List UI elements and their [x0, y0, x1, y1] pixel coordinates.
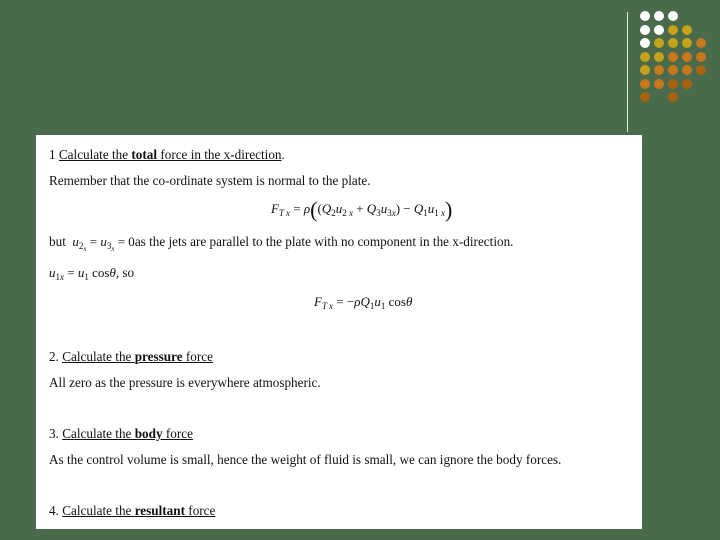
decorative-dot — [654, 25, 664, 35]
decorative-dot — [668, 92, 678, 102]
result-force-equation: $F_{T x} = -\rho Q_1u_1$ cosθ — [314, 294, 413, 311]
decorative-dot — [654, 38, 664, 48]
decorative-dot — [640, 79, 650, 89]
decorative-dot — [640, 11, 650, 21]
decorative-dot — [682, 25, 692, 35]
decorative-dot — [696, 65, 706, 75]
decorative-dot — [640, 38, 650, 48]
remember-text: Remember that the co-ordinate system is normal to the plate. — [49, 173, 371, 188]
u1x-line: $u_{1x} = u_1$ cosθ, so — [49, 265, 135, 282]
step1-title: Calculate the total force in the x-direction — [58, 147, 282, 162]
decorative-dot — [640, 25, 650, 35]
decorative-dot — [654, 79, 664, 89]
decorative-dot — [654, 65, 664, 75]
decorative-dot — [640, 92, 650, 102]
step1-heading: 1 Calculate the total force in the x-direction. — [49, 147, 285, 162]
step-number: 1 — [49, 147, 59, 162]
decorative-dot — [654, 52, 664, 62]
decorative-dot — [682, 79, 692, 89]
decorative-dot — [682, 65, 692, 75]
decorative-dot — [668, 65, 678, 75]
step2-heading: 2. Calculate the pressure force — [49, 349, 213, 364]
decorative-dot — [668, 25, 678, 35]
decorative-dot — [668, 79, 678, 89]
step3-text: As the control volume is small, hence the weight of fluid is small, we can ignore the body forces. — [49, 452, 562, 467]
step4-heading: 4. Calculate the resultant force — [49, 503, 216, 518]
step4-title: Calculate the resultant force — [62, 503, 216, 518]
step2-title: Calculate the pressure force — [62, 349, 213, 364]
step2-text: All zero as the pressure is everywhere atmospheric. — [49, 375, 321, 390]
step3-heading: 3. Calculate the body force — [49, 426, 193, 441]
step3-title: Calculate the body force — [62, 426, 193, 441]
decorative-dot — [668, 38, 678, 48]
decorative-dot — [640, 65, 650, 75]
decorative-dot — [668, 52, 678, 62]
decorative-dot — [696, 52, 706, 62]
divider-line — [627, 12, 628, 132]
decorative-dot-grid — [640, 11, 712, 116]
decorative-dot — [682, 38, 692, 48]
decorative-dot — [654, 11, 664, 21]
decorative-dot — [668, 11, 678, 21]
total-force-equation: $F_{T x} = \rho((Q_2u_{2 x} + Q_3u_{3x}) - Q_1u_{1 x})$ — [271, 197, 453, 222]
but-line: but $u_{2_x} = u_{3_x} = 0as$ the jets are parallel to the plate with no component in the x-direction. — [49, 234, 514, 253]
decorative-dot — [696, 38, 706, 48]
decorative-dot — [640, 52, 650, 62]
content-panel — [36, 135, 642, 529]
decorative-dot — [682, 52, 692, 62]
